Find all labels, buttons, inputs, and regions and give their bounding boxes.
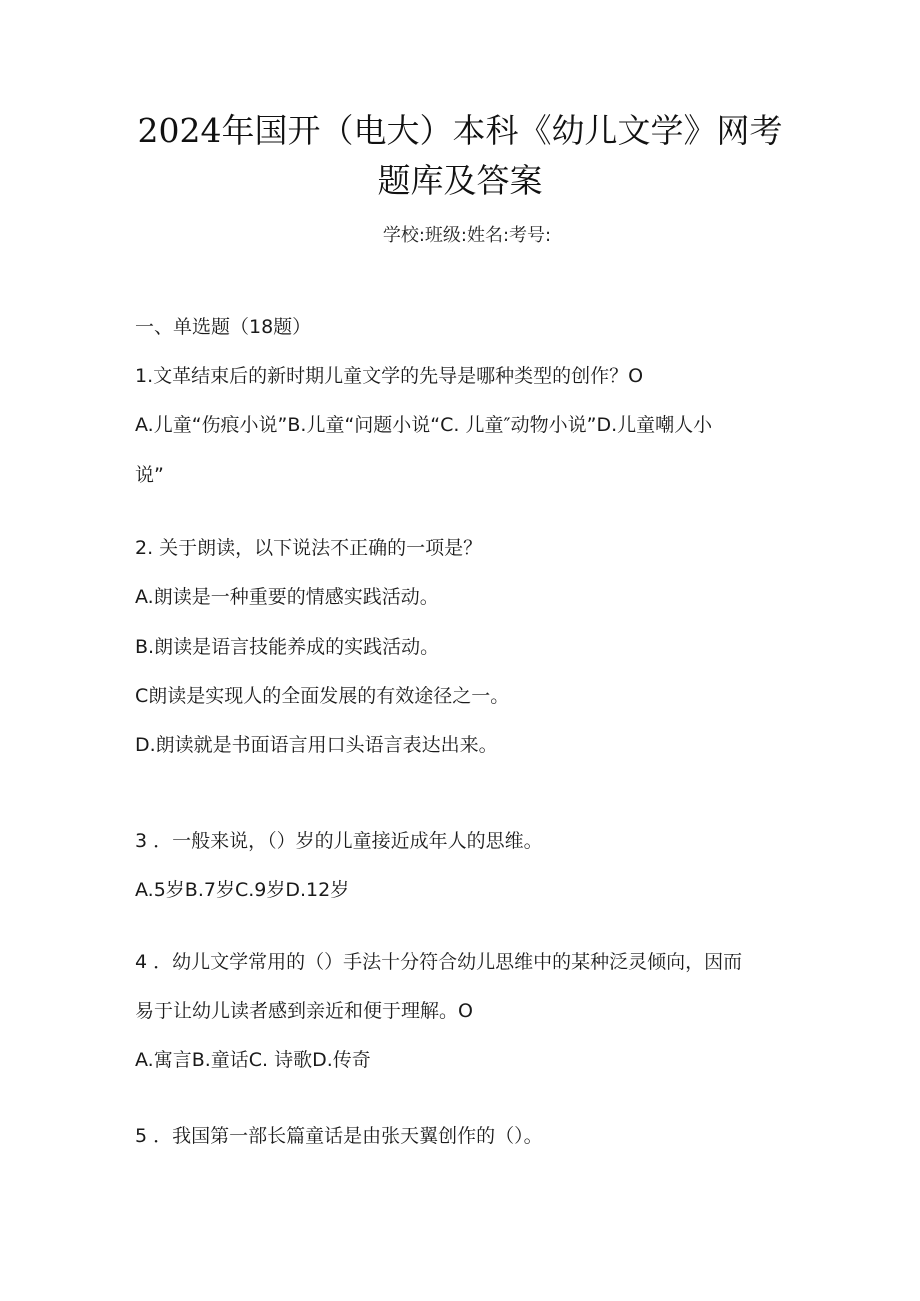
document-title-line-2: 题库及答案	[377, 161, 543, 200]
document-title-line-1: 2024年国开（电大）本科《幼儿文学》网考	[137, 111, 783, 150]
question-3-options: A.5岁B.7岁C.9岁D.12岁	[135, 879, 350, 901]
student-info-line: 学校:班级:姓名:考号:	[382, 225, 552, 246]
question-1-stem: 1.文革结束后的新时期儿童文学的先导是哪种类型的创作？O	[135, 365, 644, 387]
section-heading: 一、单选题（18题）	[135, 316, 312, 338]
question-4-stem: 4 ．幼儿文学常用的（）手法十分符合幼儿思维中的某种泛灵倾向，因而	[135, 951, 743, 973]
question-5-stem: 5 ．我国第一部长篇童话是由张天翼创作的（）。	[135, 1125, 543, 1147]
question-2-option-a: A.朗读是一种重要的情感实践活动。	[135, 586, 439, 608]
question-4-options: A.寓言B.童话C. 诗歌D.传奇	[135, 1049, 371, 1071]
question-2-option-b: B.朗读是语言技能养成的实践活动。	[135, 636, 440, 658]
question-3-stem: 3 ．一般来说，（）岁的儿童接近成年人的思维。	[135, 830, 543, 852]
question-4-stem-cont: 易于让幼儿读者感到亲近和便于理解。O	[135, 1000, 473, 1022]
question-1-options-cont: 说”	[135, 464, 164, 486]
question-2-option-c: C朗读是实现人的全面发展的有效途径之一。	[135, 685, 510, 707]
question-1-options: A.儿童“伤痕小说”B.儿童“问题小说“C. 儿童″动物小说”D.儿童嘲人小	[135, 414, 713, 436]
question-2-stem: 2. 关于朗读，以下说法不正确的一项是？	[135, 537, 483, 559]
question-2-option-d: D.朗读就是书面语言用口头语言表达出来。	[135, 734, 498, 756]
